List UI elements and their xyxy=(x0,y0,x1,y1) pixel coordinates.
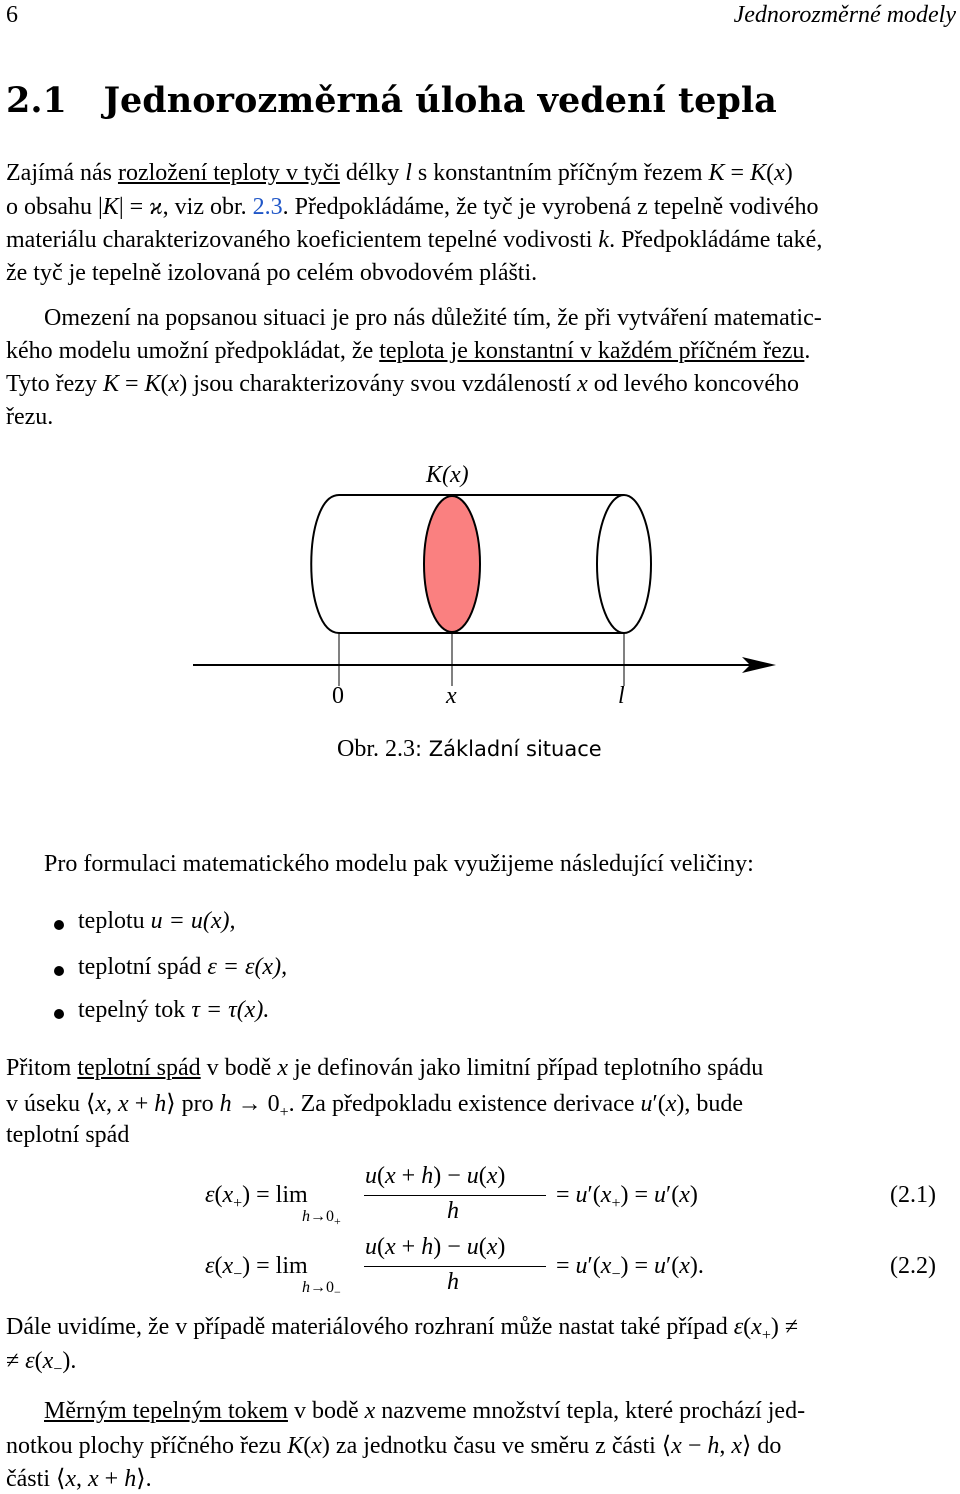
section-heading xyxy=(6,80,777,121)
figure-reference-link[interactable]: 2.3 xyxy=(252,194,283,220)
tick-label-l: l xyxy=(618,683,625,709)
cylinder-right-end xyxy=(597,495,651,633)
p5-line-2: ≠ $\varepsilon(x_-)$. xyxy=(6,1348,77,1378)
p1-line-1: Zajímá nás rozložení teploty v tyči délky l s konstantním příčným řezem K = K(x) xyxy=(6,160,793,186)
link-rozlozeni-teploty[interactable]: rozložení teploty v tyči xyxy=(117,160,340,186)
list-item-temperature: teplotu u = u(x), xyxy=(78,908,236,934)
p6-line-2: notkou plochy příčného řezu K(x) za jednotku času ve směru z části ⟨x − h, x⟩ do xyxy=(6,1433,782,1459)
p4-line-1: Přitom teplotní spád v bodě x je definován jako limitní případ teplotního spádu xyxy=(6,1055,764,1081)
p2-line-2: kého modelu umožní předpokládat, že teplota je konstantní v každém příčném řezu. xyxy=(6,338,811,364)
tick-label-x: x xyxy=(446,683,457,709)
p4-line-3: teplotní spád xyxy=(6,1122,130,1148)
equation-tag-2-2: (2.2) xyxy=(890,1253,936,1279)
p6-line-3: části ⟨x, x + h⟩. xyxy=(6,1466,152,1492)
bullet-dot xyxy=(54,1009,64,1019)
p6-line-1: Měrným tepelným tokem v bodě x nazveme množství tepla, které prochází jed- xyxy=(44,1398,806,1424)
cross-section-K-x xyxy=(424,496,480,632)
p1-line-3: materiálu charakterizovaného koeficientem tepelné vodivosti k. Předpokládáme také, xyxy=(6,227,823,253)
link-teplota-konstantni[interactable]: teplota je konstantní v každém příčném řezu xyxy=(379,338,805,364)
figure-caption: Obr. 2.3: Základní situace xyxy=(337,736,602,762)
p2-line-4: řezu. xyxy=(6,404,54,430)
section-title: Jednorozměrná úloha vedení tepla xyxy=(103,80,777,121)
tick-label-0: 0 xyxy=(332,683,344,709)
section-number: 2.1 xyxy=(6,80,67,121)
link-teplotni-spad[interactable]: teplotní spád xyxy=(77,1055,201,1081)
bullet-dot xyxy=(54,966,64,976)
page-number: 6 xyxy=(6,2,18,28)
link-merny-tepelny-tok[interactable]: Měrným tepelným tokem xyxy=(44,1398,288,1424)
cylinder-left-end xyxy=(311,495,339,633)
figure-label-Kx: K(x) xyxy=(426,462,469,488)
bullet-dot xyxy=(54,920,64,930)
p2-line-3: Tyto řezy K = K(x) jsou charakterizovány svou vzdáleností x od levého koncového xyxy=(6,371,800,397)
p4-line-2: v úseku ⟨x, x + h⟩ pro $h \to 0_+$. Za předpokladu existence derivace u′(x), bude xyxy=(6,1091,744,1121)
cylinder-figure xyxy=(0,450,960,720)
p1-line-2: o obsahu |K| = ϰ, viz obr. 2.3. Předpokládáme, že tyč je vyrobená z tepelně vodivého xyxy=(6,194,819,220)
list-item-gradient: teplotní spád ε = ε(x), xyxy=(78,954,288,980)
list-item-heat-flux: tepelný tok τ = τ(x). xyxy=(78,997,270,1023)
running-title: Jednorozměrné modely xyxy=(733,2,956,28)
p2-line-1: Omezení na popsanou situaci je pro nás důležité tím, že při vytváření matematic- xyxy=(44,305,822,331)
equation-tag-2-1: (2.1) xyxy=(890,1182,936,1208)
p1-line-4: že tyč je tepelně izolovaná po celém obvodovém plášti. xyxy=(6,260,538,286)
p5-line-1: Dále uvidíme, že v případě materiálového rozhraní může nastat také případ $\varepsilon(x_+)$ ≠ xyxy=(6,1314,799,1344)
p3: Pro formulaci matematického modelu pak využijeme následující veličiny: xyxy=(44,851,754,877)
